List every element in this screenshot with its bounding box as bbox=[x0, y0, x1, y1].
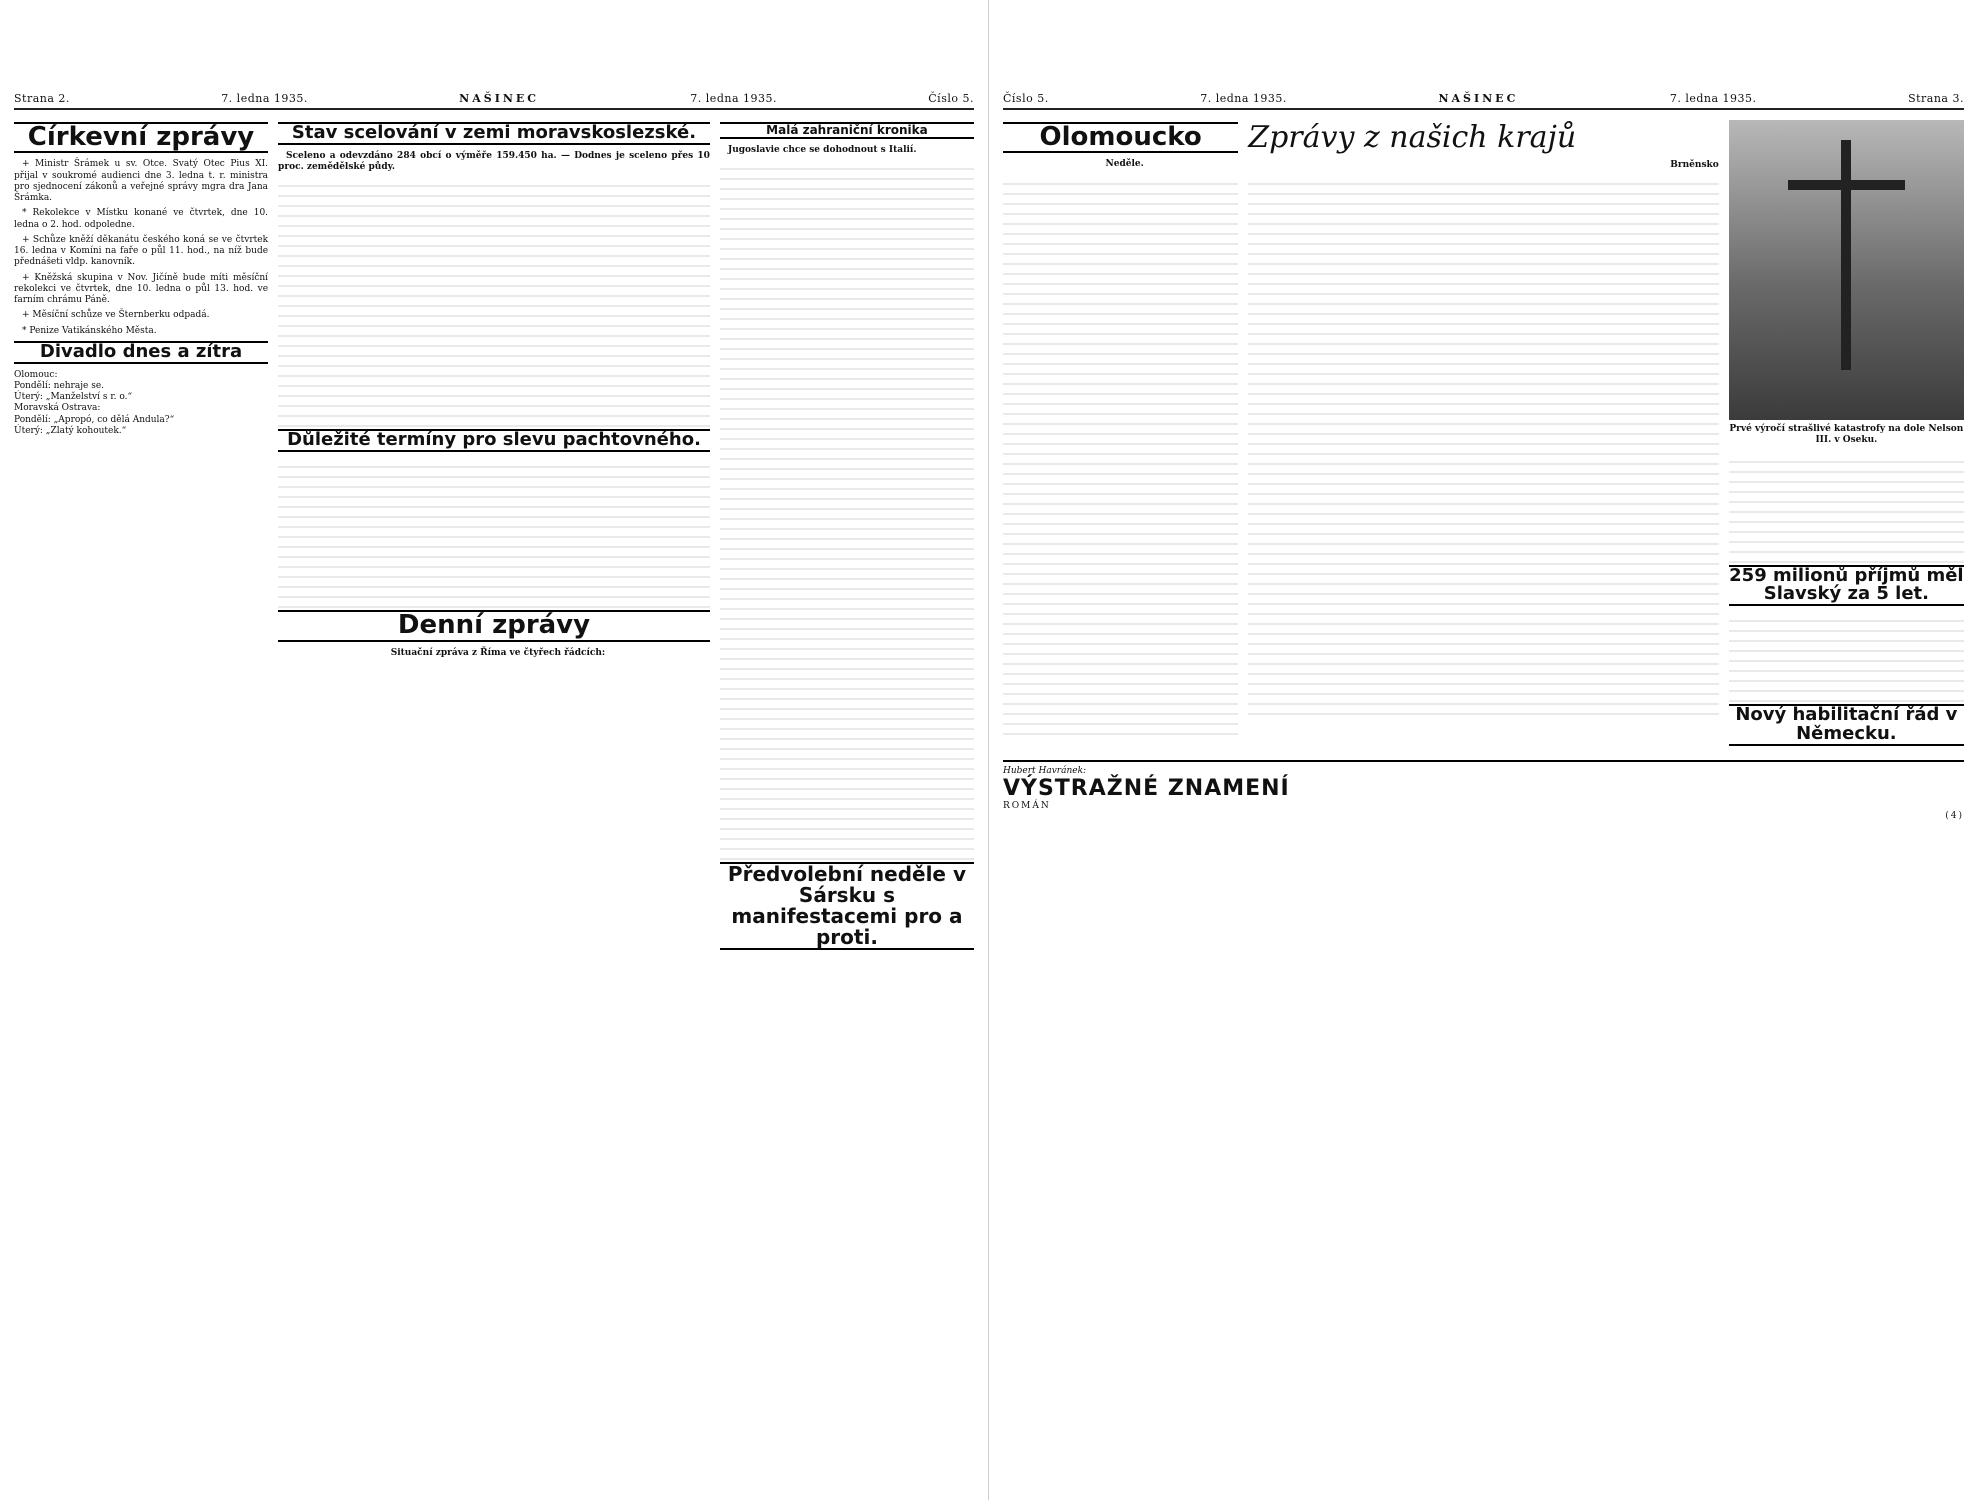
right-col-2 bbox=[1248, 120, 1719, 752]
consolidation-heading: Stav scelování v zemi moravskoslezské. bbox=[278, 122, 710, 145]
right-date-2: 7. ledna 1935. bbox=[1669, 92, 1757, 105]
foreign-chronicle-body bbox=[720, 160, 974, 860]
right-masthead: NAŠINEC bbox=[1438, 92, 1519, 105]
right-columns bbox=[1003, 120, 1964, 752]
left-masthead: NAŠINEC bbox=[459, 92, 540, 105]
daily-news-lead: Situační zpráva z Říma ve čtyřech řádcích: bbox=[390, 647, 606, 658]
left-columns bbox=[14, 120, 974, 956]
right-issue: Číslo 5. bbox=[1003, 92, 1049, 105]
foreign-chronicle-heading: Malá zahraniční kronika bbox=[720, 122, 974, 139]
left-page-number: Strana 2. bbox=[14, 92, 70, 105]
olomoucko-heading: Olomoucko bbox=[1003, 122, 1238, 153]
theatre-line-1: Olomouc: bbox=[14, 369, 58, 380]
consolidation-lead: Sceleno a odevzdáno 284 obcí o výměře 159.450 ha. — Dodnes je sceleno přes 10 proc. zemědělské půdy. bbox=[278, 150, 710, 173]
right-header bbox=[1003, 92, 1964, 110]
slavsky-body bbox=[1729, 612, 1964, 702]
habilitation-heading: Nový habilitační řád v Německu. bbox=[1729, 704, 1964, 746]
church-para-3: + Schůze kněží děkanátu českého koná se ve čtvrtek 16. ledna v Komíni na faře o půl 11. hod., na níž bude přednášeti vldp. kanovník. bbox=[14, 234, 269, 268]
serial-subtitle: ROMÁN bbox=[1003, 801, 1051, 812]
consolidation-body bbox=[278, 177, 710, 427]
memorial-cross-photo bbox=[1729, 120, 1964, 420]
serial-novel bbox=[1003, 760, 1964, 821]
slavsky-heading: 259 milionů příjmů měl Slavský za 5 let. bbox=[1729, 564, 1964, 605]
right-date: 7. ledna 1935. bbox=[1200, 92, 1287, 105]
right-col-3 bbox=[1729, 120, 1964, 752]
church-news-heading: Církevní zprávy bbox=[14, 122, 268, 153]
theatre-line-2: Pondělí: nehraje se. bbox=[14, 380, 105, 391]
regional-news-para: Brněnsko bbox=[1670, 159, 1719, 170]
church-para-6: * Penize Vatikánského Města. bbox=[22, 325, 157, 336]
olomoucko-body bbox=[1003, 175, 1238, 735]
regional-news-body bbox=[1248, 175, 1719, 715]
theatre-line-5: Pondělí: „Apropó, co dělá Andula?“ bbox=[14, 414, 175, 425]
olomoucko-para: Neděle. bbox=[1105, 159, 1144, 170]
foreign-chronicle-para: Jugoslavie chce se dohodnout s Italií. bbox=[727, 144, 917, 155]
cross-horizontal bbox=[1788, 180, 1906, 190]
left-issue: Číslo 5. bbox=[928, 92, 974, 105]
left-header bbox=[14, 92, 974, 110]
cross-vertical bbox=[1841, 140, 1851, 370]
left-col-2 bbox=[278, 120, 710, 956]
left-date-2: 7. ledna 1935. bbox=[690, 92, 777, 105]
theatre-line-6: Úterý: „Zlatý kohoutek.“ bbox=[14, 425, 127, 436]
church-para-4: + Kněžská skupina v Nov. Jičíně bude míti měsíční rekolekci ve čtvrtek, dne 10. ledna o půl 13. hod. ve farním chrámu Páně. bbox=[14, 272, 269, 306]
serial-part: (4) bbox=[1945, 811, 1964, 822]
left-date: 7. ledna 1935. bbox=[221, 92, 308, 105]
serial-title: VÝSTRAŽNÉ ZNAMENÍ bbox=[1003, 776, 1290, 802]
photo-caption: Prvé výročí strašlivé katastrofy na dole Nelson III. v Oseku. bbox=[1729, 424, 1964, 446]
daily-news-heading: Denní zprávy bbox=[278, 610, 710, 641]
left-col-1 bbox=[14, 120, 268, 956]
caption-body bbox=[1729, 453, 1964, 563]
theatre-line-3: Úterý: „Manželství s r. o.“ bbox=[14, 392, 133, 403]
serial-author: Hubert Havránek: bbox=[1003, 766, 1087, 777]
right-page bbox=[989, 0, 1978, 1500]
regional-news-heading: Zprávy z našich krajů bbox=[1248, 120, 1577, 155]
theatre-line-4: Moravská Ostrava: bbox=[14, 403, 101, 414]
lease-terms-heading: Důležité termíny pro slevu pachtovného. bbox=[278, 429, 710, 452]
church-para-1: + Ministr Šrámek u sv. Otce. Svatý Otec Pius XI. přijal v soukromé audienci dne 3. ledna t. r. ministra pro sjednocení zákonů a veřejné správy mgra dra Jana Šrámka. bbox=[14, 159, 269, 204]
theatre-heading: Divadlo dnes a zítra bbox=[14, 341, 268, 364]
church-para-5: + Měsíční schůze ve Šternberku odpadá. bbox=[22, 310, 210, 321]
right-col-1 bbox=[1003, 120, 1238, 752]
saar-heading: Předvolební neděle v Sársku s manifestacemi pro a proti. bbox=[720, 862, 974, 950]
right-page-number: Strana 3. bbox=[1908, 92, 1964, 105]
lease-terms-body bbox=[278, 458, 710, 608]
church-para-2: * Rekolekce v Místku konané ve čtvrtek, dne 10. ledna o 2. hod. odpoledne. bbox=[14, 208, 269, 230]
left-col-3 bbox=[720, 120, 974, 956]
